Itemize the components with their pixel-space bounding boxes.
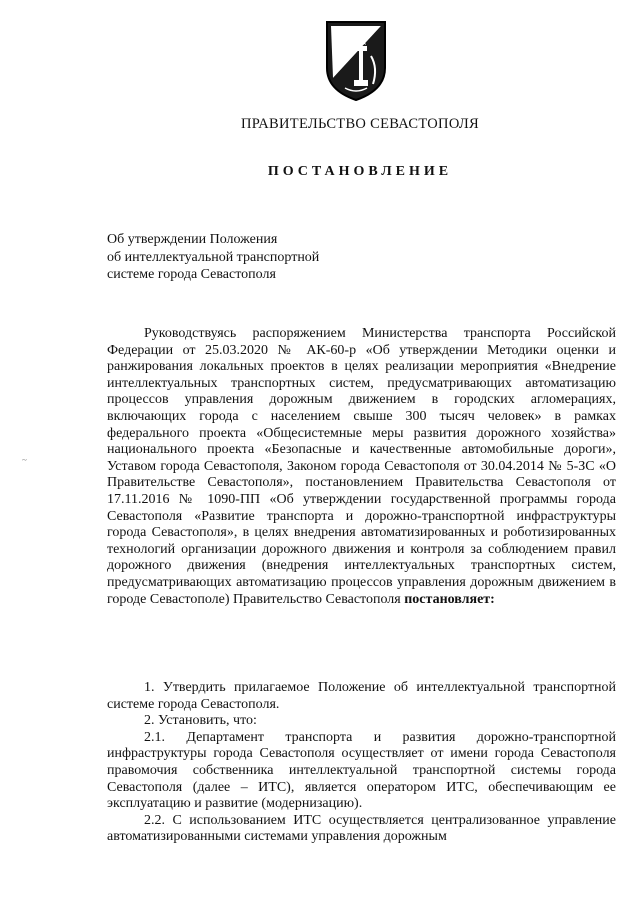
resolution-items [107, 680, 616, 846]
organization-title: ПРАВИТЕЛЬСТВО СЕВАСТОПОЛЯ [241, 116, 479, 132]
resolution-item: 2.1. Департамент транспорта и развития дорожно-транспортной инфраструктуры города Севастополя осуществляет от имени города Севастополя правомочия собственника интеллектуальной транспортной системы города Севастополя (далее – ИТС), является оператором ИТС, обеспечивающим ее эксплуатацию и развитие (модернизацию). [107, 729, 616, 812]
subject-line: системе города Севастополя [107, 267, 276, 282]
resolution-item: 2.2. С использованием ИТС осуществляется централизованное управление автоматизированными системами управления дорожным [107, 812, 616, 845]
resolution-item: 2. Установить, что: [144, 713, 257, 729]
sevastopol-coat-of-arms-icon [323, 18, 389, 102]
preamble-text [107, 326, 616, 608]
resolves-word: постановляет: [404, 591, 495, 607]
subject-line: Об утверждении Положения [107, 232, 278, 247]
preamble [107, 326, 616, 608]
subject-line: об интеллектуальной транспортной [107, 249, 320, 265]
resolution-item: 1. Утвердить прилагаемое Положение об интеллектуальной транспортной системе города Севастополя. [107, 680, 616, 712]
scan-mark: ~ [22, 455, 27, 465]
document-subject [107, 231, 319, 284]
document-type-title: ПОСТАНОВЛЕНИЕ [267, 164, 453, 179]
preamble-body: Руководствуясь распоряжением Министерства транспорта Российской Федерации от 25.03.2020 № АК-60-р «Об утверждении Методики оценки и ранжирования локальных проектов в целях реализации мероприятия «Внедрение интеллектуальных транспортных систем, предусматривающих автоматизацию процессов управления дорожным движением в городских агломерациях, включающих города с населением свыше 300 тысяч человек» в рамках федерального проекта «Общесистемные меры развития дорожного хозяйства» национального проекта «Безопасные и качественные автомобильные дороги», Уставом города Севастополя, Законом города Севастополя от 30.04.2014 № 5-ЗС «О Правительстве Севастополя», постановлением Правительства Севастополя от 17.11.2016 № 1090-ПП «Об утверждении государственной программы города Севастополя «Развитие транспорта и дорожно-транспортной инфраструктуры города Севастополя», в целях внедрения автоматизированных и роботизированных технологий организации дорожного движения и контроля за соблюдением правил дорожного движения (внедрения интеллектуальных транспортных систем, предусматривающих автоматизацию процессов управления дорожным движением в городе Севастополе) Правительство Севастополя [107, 326, 616, 607]
